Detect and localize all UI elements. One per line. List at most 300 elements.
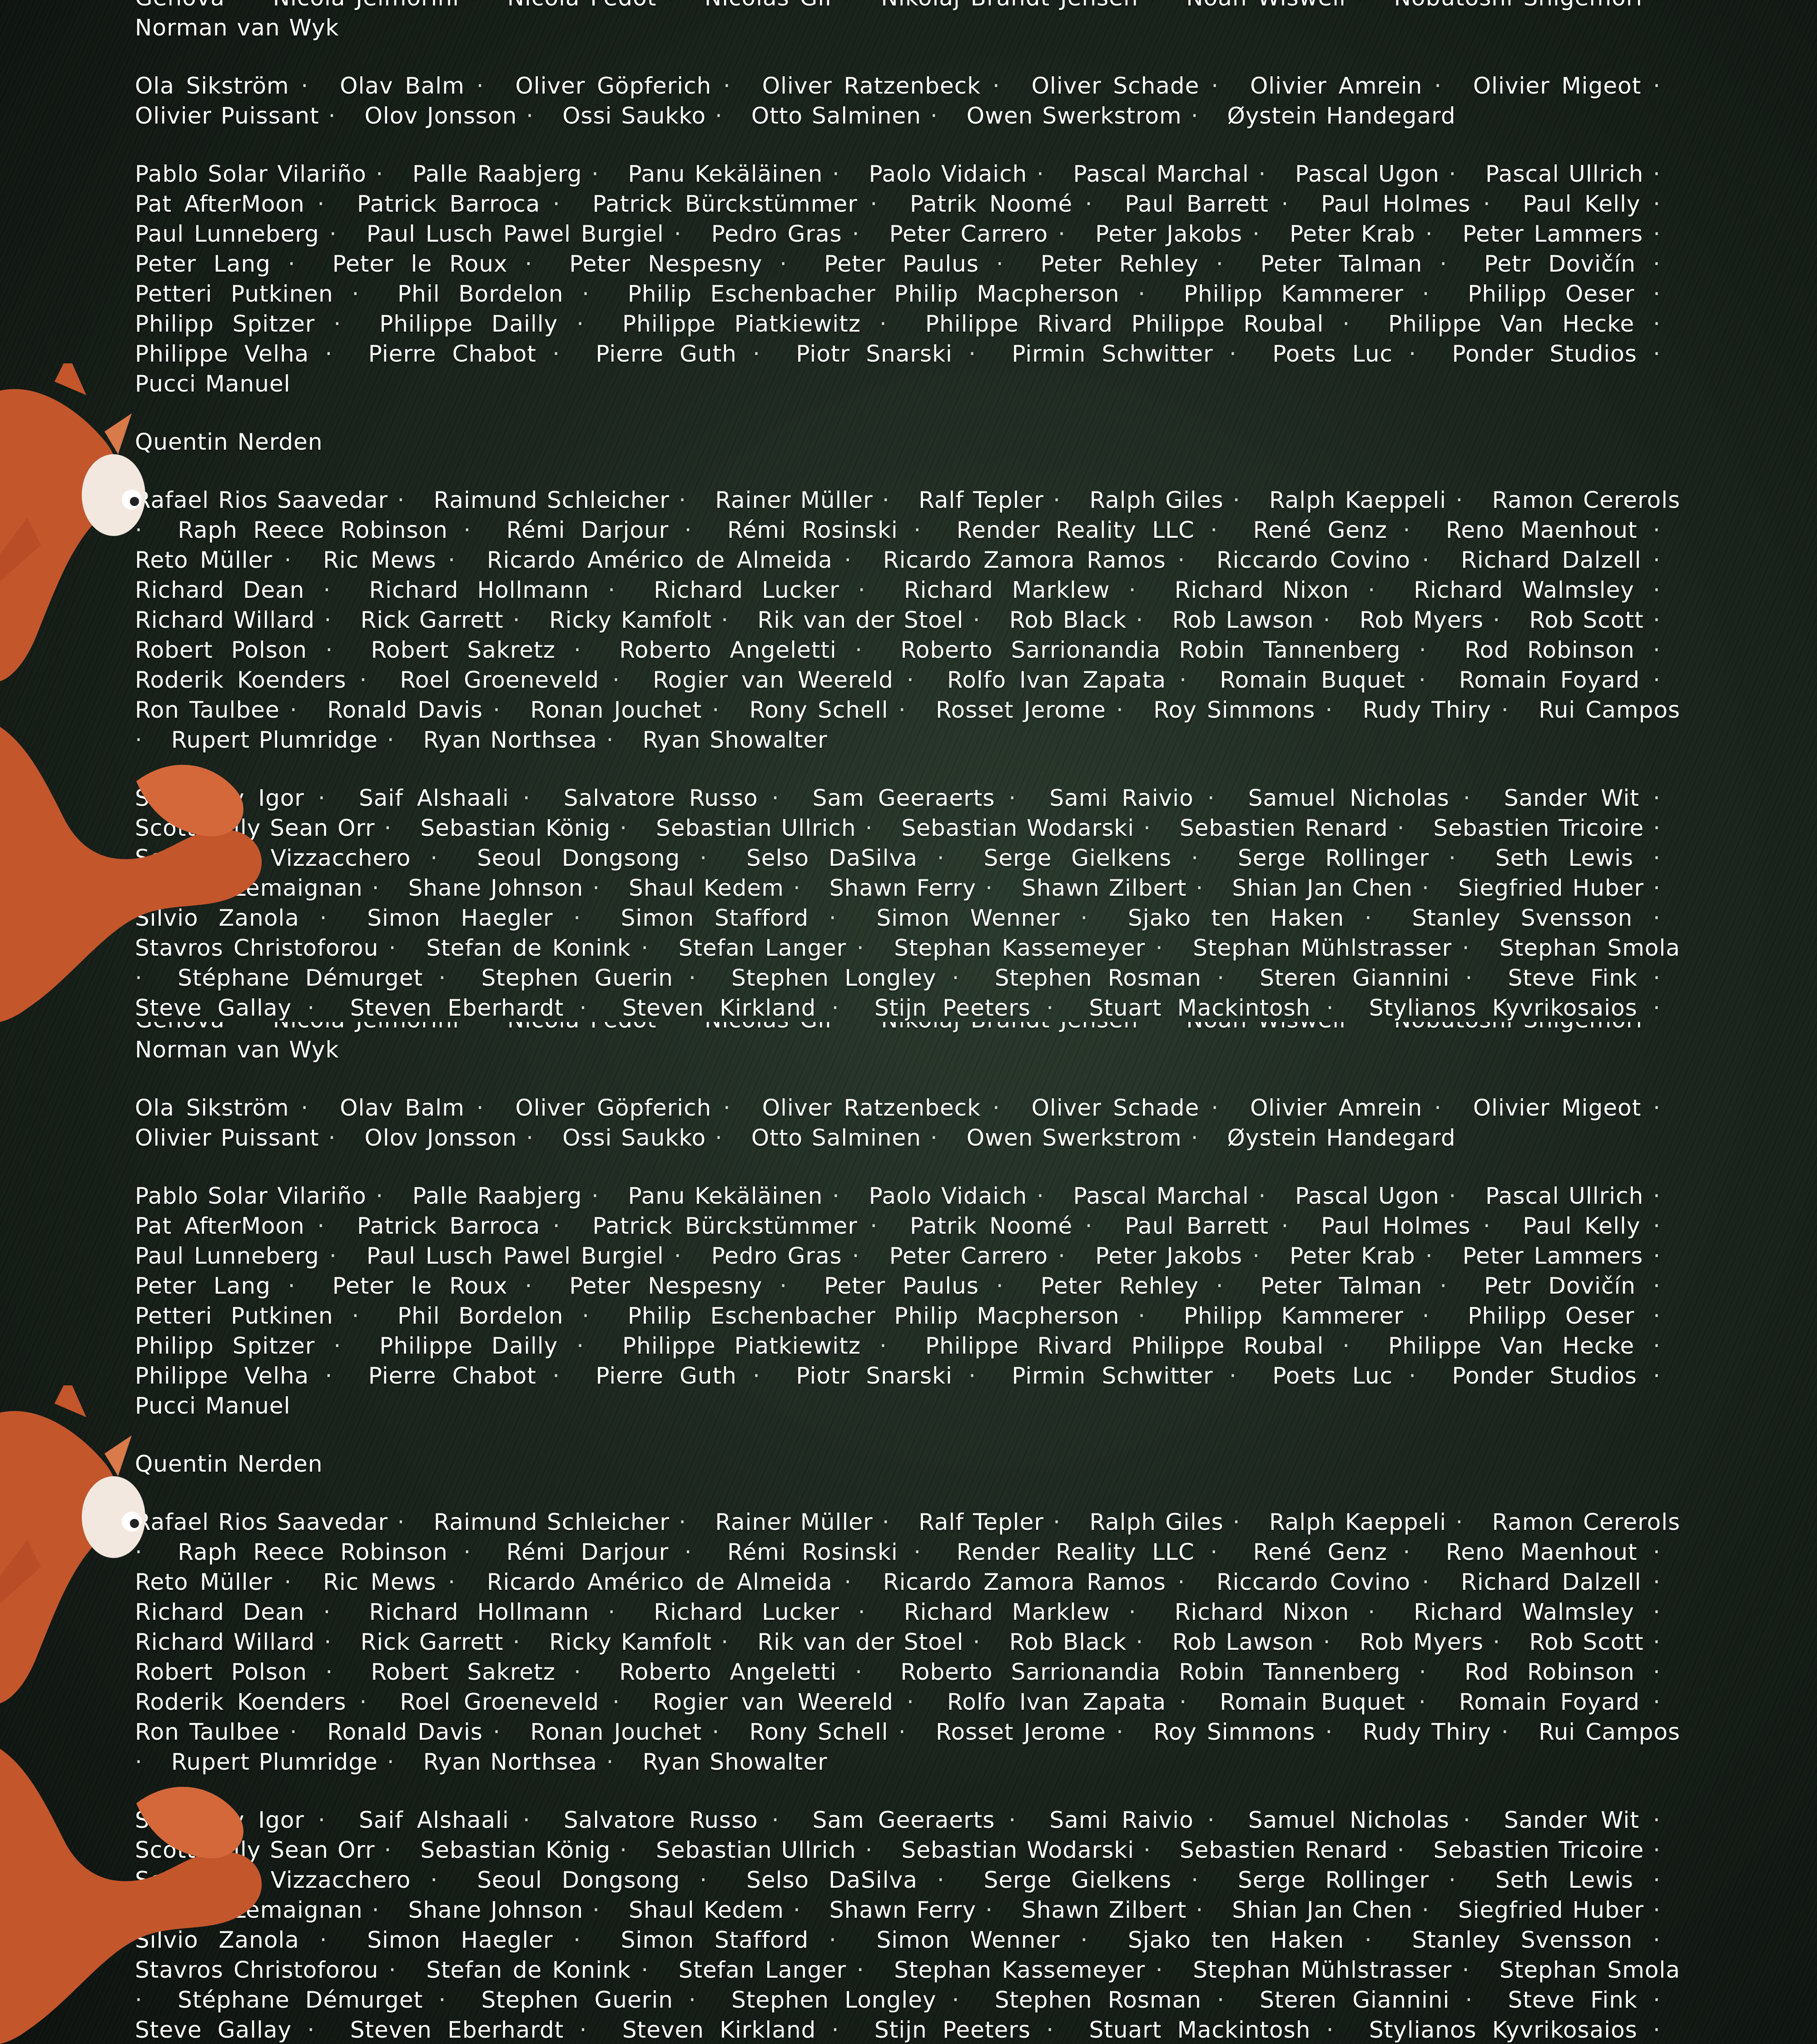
credit-name: Ralf Tepler (918, 487, 1044, 513)
credit-name: Pascal Ullrich (1485, 161, 1643, 187)
name-separator: · (1653, 1567, 1680, 1597)
name-separator: · (328, 101, 356, 131)
credit-name: Pascal Ugon (1295, 1183, 1440, 1209)
name-separator: · (1085, 189, 1112, 219)
credit-name: Rémi Rosinski (727, 1539, 898, 1565)
name-separator: · (1368, 575, 1395, 605)
name-separator: · (1409, 339, 1436, 369)
credit-name: Rogier van Weereld (653, 1689, 894, 1715)
name-separator: · (1653, 843, 1680, 873)
credit-name: Seth Lewis (1495, 845, 1633, 871)
credit-name: Ryan Northsea (423, 1749, 597, 1775)
credit-name: Sebastien Tricoire (1434, 815, 1644, 841)
name-separator: · (1403, 515, 1430, 545)
credit-name: Peter Lang (135, 251, 271, 277)
credit-name: Stanley Svensson (1412, 905, 1633, 931)
name-separator: · (930, 101, 958, 131)
credit-name: Richard Lucker (654, 577, 839, 603)
credit-name: Ricky Kamfolt (549, 1629, 712, 1655)
name-separator: · (1463, 1805, 1490, 1835)
credit-name: Phil Bordelon (397, 1303, 564, 1329)
name-separator: · (523, 783, 550, 813)
credit-name: Peter Carrero (889, 1243, 1048, 1269)
credit-name: Richard Willard (135, 1629, 315, 1655)
credit-name: Rolfo Ivan Zapata (947, 1689, 1166, 1715)
credit-name: Rafael Rios Saavedar (135, 487, 388, 513)
credit-name: Stephen Rosman (995, 1987, 1201, 2013)
name-separator: · (1116, 1717, 1143, 1747)
name-separator: · (438, 963, 466, 993)
name-separator: · (288, 249, 315, 279)
name-separator: · (1653, 1657, 1680, 1687)
credit-name: Sebastian König (420, 1837, 611, 1863)
name-separator: · (318, 783, 345, 813)
credit-name: Peter le Roux (333, 1273, 508, 1299)
name-separator: · (1136, 1627, 1163, 1657)
credit-name: Ryan Showalter (643, 727, 828, 753)
name-separator: · (284, 545, 312, 575)
name-separator: · (1653, 1211, 1680, 1241)
name-separator: · (301, 1093, 328, 1123)
credit-name: Olivier Migeot (1473, 1095, 1641, 1121)
name-separator: · (1179, 665, 1206, 695)
credit-name: Ricky Kamfolt (549, 607, 712, 633)
name-separator: · (526, 1123, 553, 1153)
name-separator: · (1422, 1301, 1450, 1331)
name-separator: · (1233, 1507, 1260, 1537)
name-separator: · (612, 665, 640, 695)
credit-name: Reto Müller (135, 1569, 273, 1595)
name-separator: · (608, 1597, 635, 1627)
name-separator: · (1326, 993, 1354, 1022)
name-separator: · (1449, 1865, 1476, 1895)
credit-name: Paolo Vidaich (869, 161, 1028, 187)
credit-name: Silvio Zanola (135, 905, 299, 931)
credit-name: Rémi Darjour (506, 1539, 669, 1565)
credit-name: Olav Balm (340, 1095, 465, 1121)
name-separator: · (829, 1925, 856, 1955)
name-separator: · (1210, 1537, 1237, 1567)
credit-name: Salvatore Russo (564, 785, 758, 811)
name-separator: · (1216, 1271, 1243, 1301)
credit-name: Peter Lang (135, 1273, 271, 1299)
name-separator: · (1653, 1181, 1680, 1211)
name-separator: · (1365, 1925, 1392, 1955)
credit-name: Peter Jakobs (1095, 1243, 1242, 1269)
credit-name: Robert Polson (135, 1659, 307, 1685)
name-separator: · (855, 635, 882, 665)
name-separator: · (573, 903, 601, 933)
credit-name: Stylianos Kyvrikosaios (1369, 995, 1638, 1021)
name-separator: · (1080, 1925, 1107, 1955)
credit-name: Oliver Göpferich (515, 1095, 711, 1121)
name-separator: · (323, 575, 351, 605)
name-separator: · (679, 485, 706, 515)
credit-name: Peter Nespesny (569, 1273, 762, 1299)
name-separator: · (772, 1805, 799, 1835)
credit-name: Peter Talman (1261, 1273, 1423, 1299)
name-separator: · (620, 1835, 647, 1865)
credit-name: Peter Paulus (824, 251, 979, 277)
credit-name: Stephan Kassemeyer (894, 1957, 1145, 1983)
credit-name: Paul Kelly (1523, 1213, 1640, 1239)
credit-name: Sjako ten Haken (1128, 905, 1344, 931)
credit-name: Igor (135, 1807, 304, 1833)
name-separator: · (329, 219, 357, 249)
name-separator: · (1409, 1361, 1436, 1391)
credit-name: Shawn Ferry (829, 1897, 976, 1923)
credit-name: Pat AfterMoon (135, 191, 305, 217)
name-separator: · (1653, 545, 1680, 575)
credit-name: Stefan de Konink (426, 1957, 631, 1983)
name-separator: · (606, 725, 634, 755)
name-separator: · (333, 309, 361, 339)
name-separator: · (1653, 1985, 1680, 2015)
credit-name: Pirmin Schwitter (1012, 341, 1213, 367)
credit-name: Simon Stafford (621, 905, 809, 931)
name-separator: · (438, 1985, 466, 2015)
name-separator: · (689, 1985, 716, 2015)
name-separator: · (288, 1271, 315, 1301)
credit-name: Stephen Rosman (995, 965, 1201, 991)
name-separator: · (985, 1895, 1013, 1925)
name-separator: · (1037, 1181, 1064, 1211)
credit-name: Rogier van Weereld (653, 667, 894, 693)
credit-name: Pascal Marchal (1073, 1183, 1249, 1209)
name-separator: · (832, 1181, 859, 1211)
name-separator: · (389, 1955, 416, 1985)
credit-name: Rainer Müller (715, 487, 873, 513)
credit-name: Paul Barrett (1125, 1213, 1269, 1239)
name-separator: · (523, 1805, 550, 1835)
name-separator: · (1434, 1093, 1461, 1123)
name-separator: · (1229, 339, 1256, 369)
credit-name: Stephan Kassemeyer (894, 935, 1145, 961)
credit-name: Øystein Handegard (1227, 1125, 1456, 1151)
credit-name: Rob Lawson (1172, 607, 1314, 633)
credit-name: Philippe Velha (135, 341, 309, 367)
name-separator: · (1191, 101, 1218, 131)
name-separator: · (1483, 1211, 1510, 1241)
name-separator: · (1653, 2015, 1680, 2044)
credit-name: Steven Kirkland (622, 995, 816, 1021)
name-separator: · (1425, 1241, 1453, 1271)
credit-name: Saif Alshaali (359, 785, 509, 811)
name-separator: · (325, 1657, 352, 1687)
credit-name: Sander Wit (1504, 1807, 1639, 1833)
name-separator: · (513, 605, 540, 635)
credit-name: Stavros Christoforou (135, 1957, 378, 1983)
name-separator: · (882, 1507, 909, 1537)
credit-name: Render Reality LLC (957, 1539, 1195, 1565)
name-separator: · (715, 101, 742, 131)
credit-name: Paul Lusch Pawel Burgiel (367, 1243, 664, 1269)
credit-name: Serge Gielkens (984, 845, 1172, 871)
name-separator: · (1258, 1181, 1286, 1211)
credit-name: Ralph Giles (1089, 487, 1223, 513)
name-separator: · (1397, 813, 1425, 843)
name-separator: · (352, 279, 379, 309)
credit-name: Peter Rehley (1041, 1273, 1199, 1299)
name-separator: · (1463, 783, 1490, 813)
credit-name: Stuart Mackintosh (1089, 995, 1311, 1021)
credit-name: Ronald Davis (327, 697, 483, 723)
name-separator: · (865, 1835, 893, 1865)
name-separator: · (576, 1331, 604, 1361)
name-separator: · (320, 1925, 347, 1955)
name-separator: · (1129, 1597, 1156, 1627)
credit-name: Rony Schell (750, 697, 889, 723)
name-separator: · (1653, 813, 1680, 843)
name-separator: · (317, 1211, 344, 1241)
credit-name: Roberto Sarrionandia Robin Tannenberg (900, 1659, 1400, 1685)
credit-name: Olivier Puissant (135, 1125, 319, 1151)
credit-name: Olivier Amrein (1250, 73, 1422, 99)
credit-name: Rob Scott (1529, 1629, 1644, 1655)
credit-name: Øystein Handegard (1227, 103, 1456, 129)
credit-name: Peter Lammers (1463, 1243, 1643, 1269)
credit-name: Reno Maenhout (1446, 517, 1638, 543)
name-separator: · (870, 1211, 897, 1241)
name-separator: · (907, 665, 934, 695)
name-separator: · (1465, 1985, 1493, 2015)
name-separator: · (1653, 1331, 1680, 1361)
credit-name: Render Reality LLC (957, 517, 1195, 543)
name-separator: · (1080, 903, 1107, 933)
name-separator: · (553, 1211, 580, 1241)
name-separator: · (852, 1241, 879, 1271)
name-separator: · (606, 1747, 634, 1777)
name-separator: · (1483, 189, 1510, 219)
credit-name: Oliver Ratzenbeck (762, 73, 981, 99)
name-separator: · (323, 1597, 351, 1627)
credit-name: Philipp Kammerer (1184, 1303, 1404, 1329)
name-separator: · (384, 813, 411, 843)
name-separator: · (580, 993, 607, 1022)
credit-name: Richard Marklew (904, 1599, 1110, 1625)
name-separator: · (1085, 1211, 1112, 1241)
credit-name: Stephan Mühlstrasser (1193, 1957, 1452, 1983)
credit-name: Stephen Guerin (482, 965, 673, 991)
credit-name: Steven Eberhardt (350, 2017, 564, 2043)
credit-name: Ryan Northsea (423, 727, 597, 753)
name-separator: · (832, 2015, 859, 2044)
name-separator: · (1138, 279, 1165, 309)
name-separator: · (477, 71, 504, 101)
credit-name: Stijn Peeters (874, 995, 1031, 1021)
name-separator: · (685, 515, 712, 545)
credit-name: Sebastian Ullrich (656, 1837, 856, 1863)
credit-name: Paul Barrett (1125, 191, 1269, 217)
name-separator: · (1419, 635, 1446, 665)
credit-name: Otto Salminen (751, 1125, 921, 1151)
name-separator: · (1653, 189, 1680, 219)
credit-name: Ricardo Américo de Almeida (487, 547, 833, 573)
name-separator: · (574, 635, 601, 665)
credit-name: Stephan Mühlstrasser (1193, 935, 1452, 961)
credit-name: Richard Dean (135, 577, 305, 603)
credit-name: Stephen Longley (731, 965, 936, 991)
credit-name: Romain Foyard (1459, 1689, 1640, 1715)
credit-name: Ralph Kaeppeli (1269, 487, 1446, 513)
credit-name: Serge Rollinger (1238, 845, 1429, 871)
credit-name: Ralf Tepler (918, 1509, 1044, 1535)
name-separator: · (832, 993, 859, 1022)
name-separator: · (135, 1985, 162, 2015)
credit-name: Roberto Angeletti (619, 1659, 837, 1685)
credit-name: Selso DaSilva (746, 845, 918, 871)
name-separator: · (1046, 2015, 1073, 2044)
credit-name: Sebastian Ullrich (656, 815, 856, 841)
credit-name: Rony Schell (750, 1719, 889, 1745)
credit-name: Roberto Sarrionandia Robin Tannenberg (900, 637, 1400, 663)
credit-name: Steven Eberhardt (350, 995, 564, 1021)
credit-name: Silvio Zanola (135, 1927, 299, 1953)
name-separator: · (1138, 1301, 1165, 1331)
name-separator: · (1434, 71, 1461, 101)
name-separator: · (844, 545, 871, 575)
name-separator: · (1462, 933, 1489, 963)
credit-name: Sam Geeraerts (813, 785, 995, 811)
credit-name: Pierre Chabot (368, 1363, 536, 1389)
credit-name: Ossi Saukko (562, 1125, 706, 1151)
name-separator: · (582, 279, 609, 309)
name-separator: · (1455, 1507, 1483, 1537)
credit-name: Rolfo Ivan Zapata (947, 667, 1166, 693)
credit-name: Peter le Roux (333, 251, 508, 277)
name-separator: · (1653, 873, 1680, 903)
name-separator: · (937, 1865, 964, 1895)
credit-name: Seth Lewis (1495, 1867, 1633, 1893)
name-separator: · (1440, 249, 1467, 279)
name-separator: · (359, 1687, 387, 1717)
credit-name: Shian Jan Chen (1232, 1897, 1413, 1923)
credit-name: Philippe Rivard Philippe Roubal (925, 311, 1324, 337)
name-separator: · (1342, 1331, 1370, 1361)
credit-name: Rob Black (1009, 607, 1127, 633)
credit-name: Siegfried Huber (1458, 1897, 1644, 1923)
name-separator: · (1211, 1093, 1238, 1123)
credit-name: Panu Kekäläinen (628, 1183, 823, 1209)
credit-name: Richard Hollmann (369, 577, 590, 603)
name-separator: · (855, 1657, 882, 1687)
name-separator: · (448, 1567, 475, 1597)
credit-name: Philipp Kammerer (1184, 281, 1404, 307)
credit-name: Ric Mews (323, 547, 437, 573)
name-separator: · (1653, 249, 1680, 279)
name-separator: · (1143, 813, 1171, 843)
credit-name: Riccardo Covino (1216, 547, 1410, 573)
name-separator: · (1653, 1895, 1680, 1925)
name-separator: · (620, 813, 647, 843)
name-separator: · (320, 903, 347, 933)
name-separator: · (674, 1241, 701, 1271)
credit-name: Oliver Göpferich (515, 73, 711, 99)
credit-name: Sebastien Renard (1180, 1837, 1388, 1863)
name-separator: · (1058, 1241, 1085, 1271)
name-separator: · (712, 695, 739, 725)
credit-name: Paul Holmes (1321, 1213, 1470, 1239)
name-separator: · (1207, 783, 1235, 813)
credit-name: Richard Dalzell (1461, 547, 1641, 573)
name-separator: · (1008, 783, 1036, 813)
name-separator: · (1058, 219, 1085, 249)
name-separator: · (372, 1895, 399, 1925)
credit-name: Peter Talman (1261, 251, 1423, 277)
name-separator: · (899, 695, 926, 725)
name-separator: · (325, 635, 352, 665)
name-separator: · (1191, 1865, 1218, 1895)
name-separator: · (723, 71, 750, 101)
name-separator: · (879, 309, 907, 339)
credit-name: Richard Dalzell (1461, 1569, 1641, 1595)
credit-name: Philippe Velha (135, 1363, 309, 1389)
credit-name: Stanley Svensson (1412, 1927, 1633, 1953)
name-separator: · (1425, 219, 1453, 249)
name-separator: · (135, 963, 162, 993)
name-separator: · (829, 903, 856, 933)
credit-name: Philippe Dailly (379, 311, 558, 337)
name-separator: · (1281, 189, 1308, 219)
name-separator: · (290, 695, 317, 725)
credit-name: Poets Luc (1272, 1363, 1393, 1389)
credit-name: Robert Polson (135, 637, 307, 663)
credit-name: Stefan Langer (679, 935, 847, 961)
credit-name: Ponder Studios (1452, 341, 1637, 367)
credit-name: Philipp Spitzer (135, 1333, 315, 1359)
credit-name: Paolo Vidaich (869, 1183, 1028, 1209)
name-separator: · (1501, 1717, 1529, 1747)
credit-name: Quentin Nerden (135, 429, 323, 455)
name-separator: · (1449, 159, 1476, 189)
credit-name: Pascal Ullrich (1485, 1183, 1643, 1209)
credit-name: Paul Lusch Pawel Burgiel (367, 221, 664, 247)
credit-name: Rob Lawson (1172, 1629, 1314, 1655)
name-separator: · (1177, 1567, 1205, 1597)
name-separator: · (493, 1717, 520, 1747)
credit-name: Reno Maenhout (1446, 1539, 1638, 1565)
credit-name: Simon Wenner (876, 905, 1060, 931)
credit-name: Rainer Müller (715, 1509, 873, 1535)
credit-name: Rick Garrett (361, 1629, 504, 1655)
name-separator: · (857, 1955, 884, 1985)
credit-name: Sam Geeraerts (813, 1807, 995, 1833)
credit-name: Rémi Darjour (506, 517, 669, 543)
name-separator: · (1008, 1805, 1036, 1835)
credit-name: Steve Fink (1508, 965, 1638, 991)
credit-name: Olov Jonsson (365, 103, 517, 129)
credit-name: Pucci Manuel (135, 1393, 291, 1419)
name-separator: · (1342, 309, 1370, 339)
name-separator: · (592, 1895, 620, 1925)
credit-name: Riccardo Covino (1216, 1569, 1410, 1595)
name-separator: · (723, 1093, 750, 1123)
credit-name: Serge Gielkens (984, 1867, 1172, 1893)
name-separator: · (753, 339, 780, 369)
name-separator: · (1323, 605, 1350, 635)
name-separator: · (317, 189, 344, 219)
name-separator: · (552, 1361, 580, 1391)
name-separator: · (1653, 1537, 1680, 1567)
name-separator: · (576, 309, 604, 339)
name-separator: · (580, 2015, 607, 2044)
credit-name: Simon Haegler (367, 905, 553, 931)
name-separator: · (1653, 1093, 1680, 1123)
credit-name: Philippe Rivard Philippe Roubal (925, 1333, 1324, 1359)
credit-name: Sebastien Renard (1180, 815, 1388, 841)
credit-name: Ralph Kaeppeli (1269, 1509, 1446, 1535)
name-separator: · (793, 873, 820, 903)
